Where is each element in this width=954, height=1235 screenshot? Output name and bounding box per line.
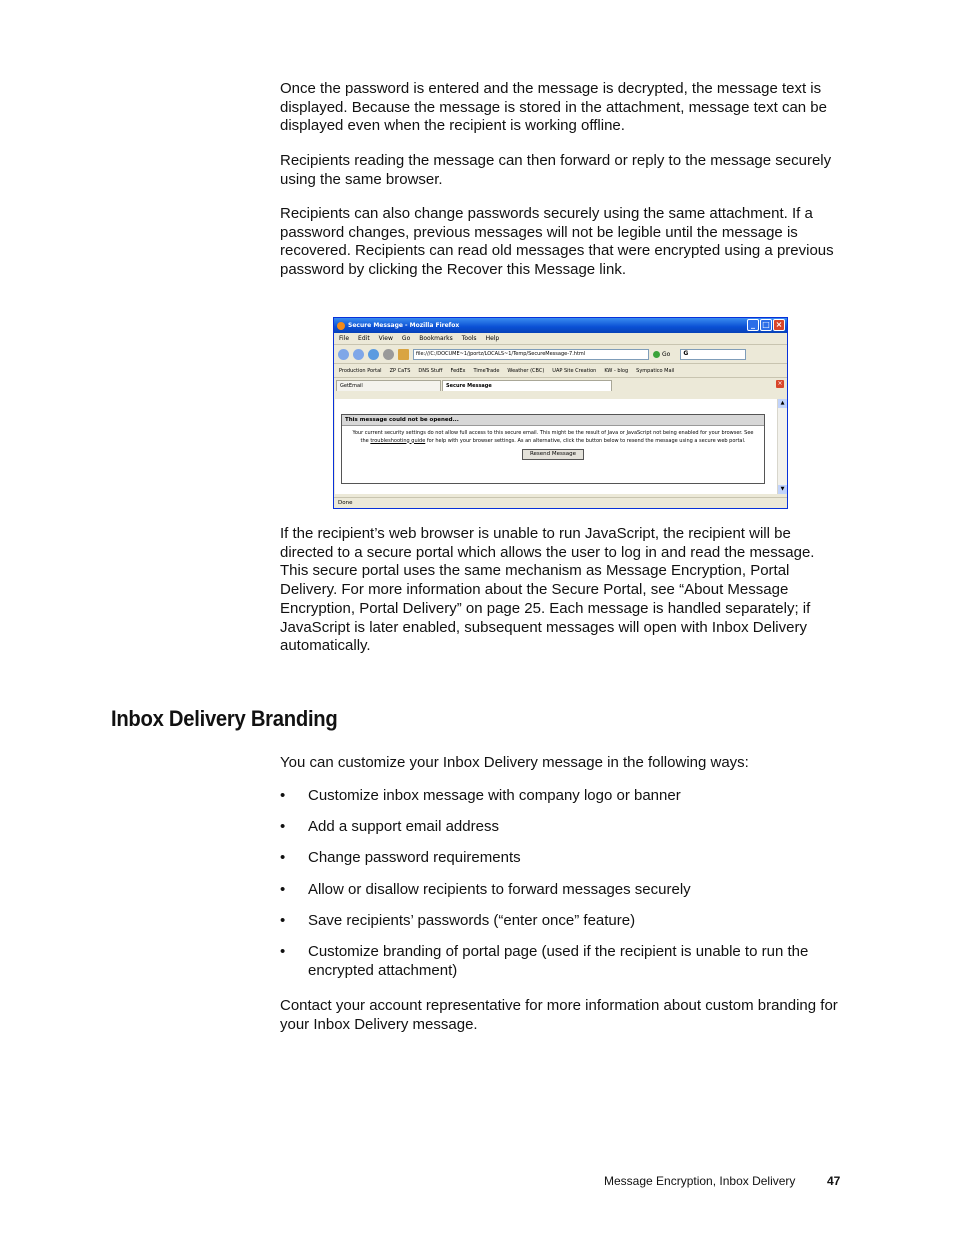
- closing-paragraph: Contact your account representative for more information about custom branding for your Inbox Delivery message.: [280, 997, 838, 1033]
- list-item: [280, 881, 845, 900]
- window-title: Secure Message - Mozilla Firefox: [348, 322, 460, 329]
- page-number: 47: [827, 1174, 841, 1188]
- list-item: [280, 912, 845, 931]
- tab-bar: [334, 378, 787, 391]
- resend-message-button: Resend Message: [522, 449, 584, 460]
- page-content: [335, 399, 778, 494]
- bullet-icon: •: [280, 911, 286, 929]
- list-item: [280, 818, 845, 837]
- list-item-text: Add a support email address: [308, 818, 499, 836]
- bullet-icon: •: [280, 787, 286, 804]
- bookmark-item: DNS Stuff: [418, 367, 443, 374]
- window-titlebar: [334, 318, 787, 333]
- bookmark-item: Weather (CBC): [507, 367, 545, 374]
- message-header: This message could not be opened...: [342, 415, 764, 426]
- navigation-toolbar: [334, 345, 787, 364]
- intro-paragraph: You can customize your Inbox Delivery message in the following ways:: [280, 754, 749, 771]
- firefox-icon: [337, 322, 345, 330]
- back-icon: [338, 349, 349, 360]
- paragraph-change-passwords: Recipients can also change passwords securely using the same attachment. If a password changes, previous messages will not be legible until the message is recovered. Recipients can read old messages that were encrypted using a previous password by clicking the Recover this Message link.: [280, 205, 834, 279]
- bookmark-item: ZP CaTS: [389, 367, 411, 374]
- status-bar: Done: [334, 497, 787, 508]
- paragraph-forward-reply: Recipients reading the message can then forward or reply to the message securely using the same browser.: [280, 152, 832, 188]
- close-icon: ×: [773, 319, 785, 331]
- menu-tools: Tools: [461, 335, 477, 342]
- message-box: [341, 414, 765, 484]
- menu-edit: Edit: [358, 335, 370, 342]
- footer-title: Message Encryption, Inbox Delivery: [604, 1174, 796, 1188]
- bookmark-item: Sympatico Mail: [636, 367, 675, 374]
- address-text: file:///C:/DOCUME~1/jportz/LOCALS~1/Temp/SecureMessage-7.html: [416, 351, 586, 357]
- list-item: [280, 787, 845, 806]
- section-heading: Inbox Delivery Branding: [111, 706, 338, 731]
- menu-file: File: [339, 335, 350, 342]
- bookmark-item: FedEx: [450, 367, 466, 374]
- address-bar: [413, 349, 649, 360]
- list-item: [280, 849, 845, 868]
- forward-icon: [353, 349, 364, 360]
- message-text: [342, 426, 764, 445]
- search-engine-label: G: [683, 349, 689, 357]
- maximize-icon: □: [760, 319, 772, 331]
- menu-view: View: [378, 335, 393, 342]
- customization-list: [280, 787, 845, 993]
- bookmarks-toolbar: [334, 364, 787, 378]
- list-item-text: Customize inbox message with company logo or banner: [308, 787, 681, 804]
- troubleshooting-link: troubleshooting guide: [370, 437, 426, 444]
- go-label: Go: [662, 350, 671, 358]
- message-text-part1: Your current security settings do not allow full access to this secure email. This might be the result of Java or JavaScript not being enabled for your browser. See the: [352, 430, 754, 444]
- scroll-down-icon: ▼: [778, 485, 787, 494]
- list-item-text: Allow or disallow recipients to forward messages securely: [308, 880, 691, 898]
- menu-bar: [334, 333, 787, 345]
- list-item-text: Save recipients’ passwords (“enter once” feature): [308, 911, 636, 929]
- menu-go: Go: [401, 335, 411, 342]
- go-button: [653, 351, 670, 358]
- tab-label: Secure Message: [446, 383, 492, 389]
- stop-icon: [383, 349, 394, 360]
- bookmark-item: KW - blog: [604, 367, 629, 374]
- message-text-part2: for help with your browser settings. As an alternative, click the button below to resend the message using a secure web portal.: [426, 437, 746, 444]
- bullet-icon: •: [280, 943, 286, 961]
- search-box: [680, 349, 746, 360]
- bookmark-item: TimeTrade: [473, 367, 500, 374]
- menu-bookmarks: Bookmarks: [419, 335, 453, 342]
- paragraph-javascript: If the recipient’s web browser is unable to run JavaScript, the recipient will be directed to a secure portal which allows the user to log in and read the message. This secure portal uses the same mechanism as Message Encryption, Portal Delivery. For more information about the Secure Portal, see “About Message Encryption, Portal Delivery” on page 25. Each message is handled separately; if JavaScript is later enabled, subsequent messages will open with Inbox Delivery automatically.: [280, 525, 815, 655]
- bullet-icon: •: [280, 849, 286, 867]
- reload-icon: [368, 349, 379, 360]
- home-icon: [398, 349, 409, 360]
- bullet-icon: •: [280, 818, 286, 836]
- tab-secure-message: [442, 380, 612, 391]
- bookmark-item: Production Portal: [339, 367, 382, 374]
- scrollbar: [777, 399, 787, 494]
- list-item-text: Customize branding of portal page (used if the recipient is unable to run the encrypted attachment): [308, 943, 809, 979]
- close-tab-icon: ×: [777, 380, 783, 387]
- minimize-icon: _: [747, 319, 759, 331]
- browser-screenshot: [333, 317, 788, 509]
- paragraph-decrypted: Once the password is entered and the message is decrypted, the message text is displayed. Because the message is stored in the attachment, message text can be displayed even when the recipient is working offline.: [280, 80, 827, 135]
- list-item: [280, 943, 845, 980]
- tab-label: GetEmail: [340, 383, 363, 389]
- scroll-up-icon: ▲: [778, 399, 787, 408]
- go-icon: [653, 351, 660, 358]
- tab-getemail: [336, 380, 441, 391]
- list-item-text: Change password requirements: [308, 849, 521, 867]
- menu-help: Help: [485, 335, 500, 342]
- bullet-icon: •: [280, 880, 286, 898]
- bookmark-item: UAP Site Creation: [552, 367, 597, 374]
